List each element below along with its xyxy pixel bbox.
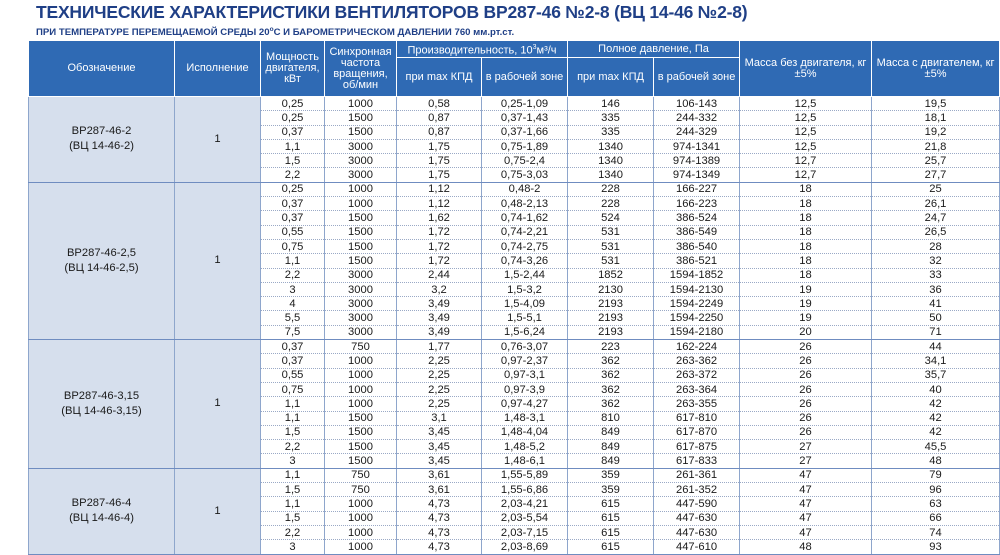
table-cell: 71 bbox=[872, 325, 1000, 339]
table-cell: 0,25 bbox=[261, 97, 325, 111]
table-cell: 0,87 bbox=[397, 111, 482, 125]
table-cell: 2193 bbox=[568, 311, 654, 325]
table-cell: 19 bbox=[740, 282, 872, 296]
table-cell: 810 bbox=[568, 411, 654, 425]
table-cell: 41 bbox=[872, 297, 1000, 311]
table-cell: 3,2 bbox=[397, 282, 482, 296]
table-cell: 166-223 bbox=[654, 197, 740, 211]
table-cell: 1,5 bbox=[261, 425, 325, 439]
table-cell: 1852 bbox=[568, 268, 654, 282]
table-cell: 1,5-6,24 bbox=[482, 325, 568, 339]
table-cell: 1594-2249 bbox=[654, 297, 740, 311]
header-power: Мощность двигателя, кВт bbox=[261, 41, 325, 97]
table-cell: 34,1 bbox=[872, 354, 1000, 368]
group-designation bbox=[29, 97, 175, 183]
table-cell: 849 bbox=[568, 425, 654, 439]
table-cell: 47 bbox=[740, 483, 872, 497]
table-cell: 335 bbox=[568, 111, 654, 125]
header-designation: Обозначение bbox=[29, 41, 175, 97]
table-cell: 2,25 bbox=[397, 397, 482, 411]
header-pressure: Полное давление, Па bbox=[568, 41, 740, 58]
table-cell: 48 bbox=[740, 540, 872, 554]
table-cell: 1500 bbox=[325, 254, 397, 268]
table-cell: 2,2 bbox=[261, 525, 325, 539]
table-cell: 974-1341 bbox=[654, 139, 740, 153]
table-cell: 3 bbox=[261, 454, 325, 468]
table-cell: 3000 bbox=[325, 154, 397, 168]
table-row bbox=[29, 340, 1000, 354]
header-mass-with-motor: Масса с двигателем, кг ±5% bbox=[872, 41, 1000, 97]
table-cell: 18 bbox=[740, 197, 872, 211]
group-version: 1 bbox=[175, 468, 261, 554]
table-cell: 20 bbox=[740, 325, 872, 339]
table-cell: 750 bbox=[325, 340, 397, 354]
table-cell: 26 bbox=[740, 340, 872, 354]
table-cell: 1000 bbox=[325, 97, 397, 111]
table-cell: 386-521 bbox=[654, 254, 740, 268]
table-cell: 47 bbox=[740, 511, 872, 525]
table-cell: 36 bbox=[872, 282, 1000, 296]
table-cell: 1,72 bbox=[397, 239, 482, 253]
table-cell: 3,45 bbox=[397, 425, 482, 439]
table-cell: 1340 bbox=[568, 154, 654, 168]
group-designation bbox=[29, 468, 175, 554]
table-cell: 0,37-1,43 bbox=[482, 111, 568, 125]
table-header bbox=[29, 41, 1000, 97]
group-name: ВР287-46-3,15 bbox=[63, 389, 140, 402]
table-cell: 162-224 bbox=[654, 340, 740, 354]
table-cell: 750 bbox=[325, 468, 397, 482]
table-cell: 1,5 bbox=[261, 483, 325, 497]
table-cell: 1,48-6,1 bbox=[482, 454, 568, 468]
table-cell: 42 bbox=[872, 397, 1000, 411]
table-cell: 27 bbox=[740, 440, 872, 454]
table-cell: 974-1389 bbox=[654, 154, 740, 168]
table-cell: 0,37 bbox=[261, 354, 325, 368]
table-cell: 1500 bbox=[325, 440, 397, 454]
table-cell: 2,03-7,15 bbox=[482, 525, 568, 539]
table-cell: 0,97-2,37 bbox=[482, 354, 568, 368]
table-cell: 3000 bbox=[325, 139, 397, 153]
table-cell: 359 bbox=[568, 483, 654, 497]
table-cell: 750 bbox=[325, 483, 397, 497]
table-cell: 166-227 bbox=[654, 182, 740, 196]
table-cell: 386-549 bbox=[654, 225, 740, 239]
table-cell: 2,25 bbox=[397, 382, 482, 396]
table-cell: 1,5 bbox=[261, 154, 325, 168]
table-cell: 25,7 bbox=[872, 154, 1000, 168]
table-cell: 47 bbox=[740, 497, 872, 511]
table-cell: 447-630 bbox=[654, 525, 740, 539]
table-cell: 3000 bbox=[325, 282, 397, 296]
table-cell: 2193 bbox=[568, 297, 654, 311]
table-cell: 386-540 bbox=[654, 239, 740, 253]
fan-group bbox=[29, 340, 1000, 469]
table-cell: 1,1 bbox=[261, 139, 325, 153]
table-cell: 1,5-4,09 bbox=[482, 297, 568, 311]
table-cell: 0,87 bbox=[397, 125, 482, 139]
header-capacity: Производительность, $10^3м^3/ч$ bbox=[397, 41, 568, 58]
table-cell: 617-870 bbox=[654, 425, 740, 439]
table-cell: 1500 bbox=[325, 125, 397, 139]
table-cell: 66 bbox=[872, 511, 1000, 525]
table-cell: 0,74-2,75 bbox=[482, 239, 568, 253]
table-row bbox=[29, 468, 1000, 482]
table-cell: 21,8 bbox=[872, 139, 1000, 153]
table-cell: 1500 bbox=[325, 411, 397, 425]
table-cell: 1,1 bbox=[261, 397, 325, 411]
table-cell: 26 bbox=[740, 397, 872, 411]
table-cell: 1340 bbox=[568, 168, 654, 182]
table-cell: 3 bbox=[261, 282, 325, 296]
table-cell: 386-524 bbox=[654, 211, 740, 225]
table-cell: 19 bbox=[740, 311, 872, 325]
table-cell: 1,75 bbox=[397, 139, 482, 153]
table-cell: 0,76-3,07 bbox=[482, 340, 568, 354]
table-cell: 12,5 bbox=[740, 97, 872, 111]
fan-group bbox=[29, 468, 1000, 554]
table-cell: 362 bbox=[568, 354, 654, 368]
table-cell: 223 bbox=[568, 340, 654, 354]
table-cell: 79 bbox=[872, 468, 1000, 482]
table-cell: 26,1 bbox=[872, 197, 1000, 211]
table-cell: 1000 bbox=[325, 497, 397, 511]
table-cell: 0,37 bbox=[261, 197, 325, 211]
table-cell: 1,1 bbox=[261, 468, 325, 482]
table-cell: 12,5 bbox=[740, 139, 872, 153]
table-row bbox=[29, 97, 1000, 111]
group-designation bbox=[29, 182, 175, 339]
table-cell: 0,48-2,13 bbox=[482, 197, 568, 211]
table-cell: 615 bbox=[568, 497, 654, 511]
table-cell: 3,61 bbox=[397, 468, 482, 482]
table-cell: 12,7 bbox=[740, 154, 872, 168]
table-cell: 3,1 bbox=[397, 411, 482, 425]
table-cell: 74 bbox=[872, 525, 1000, 539]
table-cell: 0,48-2 bbox=[482, 182, 568, 196]
fan-group bbox=[29, 182, 1000, 339]
table-cell: 531 bbox=[568, 239, 654, 253]
table-cell: 24,7 bbox=[872, 211, 1000, 225]
table-cell: 1500 bbox=[325, 225, 397, 239]
table-cell: 3 bbox=[261, 540, 325, 554]
table-cell: 447-630 bbox=[654, 511, 740, 525]
table-cell: 615 bbox=[568, 525, 654, 539]
table-cell: 1000 bbox=[325, 382, 397, 396]
table-cell: 3,45 bbox=[397, 440, 482, 454]
group-name: ВР287-46-2,5 bbox=[66, 246, 137, 259]
page-title: ТЕХНИЧЕСКИЕ ХАРАКТЕРИСТИКИ ВЕНТИЛЯТОРОВ ВР287-46 №2-8 (ВЦ 14-46 №2-8) bbox=[36, 2, 748, 22]
header-pressure-working-zone: в рабочей зоне bbox=[654, 58, 740, 97]
table-cell: 2,2 bbox=[261, 268, 325, 282]
table-cell: 1594-2250 bbox=[654, 311, 740, 325]
header-speed: Синхронная частота вращения, об/мин bbox=[325, 41, 397, 97]
table-cell: 3,45 bbox=[397, 454, 482, 468]
table-cell: 0,97-4,27 bbox=[482, 397, 568, 411]
table-cell: 3,49 bbox=[397, 297, 482, 311]
table-cell: 359 bbox=[568, 468, 654, 482]
table-cell: 1,48-4,04 bbox=[482, 425, 568, 439]
table-cell: 531 bbox=[568, 225, 654, 239]
table-cell: 261-352 bbox=[654, 483, 740, 497]
table-cell: 849 bbox=[568, 440, 654, 454]
table-cell: 1000 bbox=[325, 197, 397, 211]
table-cell: 3000 bbox=[325, 168, 397, 182]
table-cell: 27 bbox=[740, 454, 872, 468]
table-cell: 35,7 bbox=[872, 368, 1000, 382]
table-cell: 33 bbox=[872, 268, 1000, 282]
table-cell: 19,5 bbox=[872, 97, 1000, 111]
table-cell: 4,73 bbox=[397, 525, 482, 539]
table-cell: 1000 bbox=[325, 368, 397, 382]
table-cell: 96 bbox=[872, 483, 1000, 497]
table-cell: 447-590 bbox=[654, 497, 740, 511]
table-cell: 28 bbox=[872, 239, 1000, 253]
table-cell: 63 bbox=[872, 497, 1000, 511]
table-cell: 263-372 bbox=[654, 368, 740, 382]
table-cell: 4,73 bbox=[397, 511, 482, 525]
table-cell: 2,25 bbox=[397, 354, 482, 368]
table-cell: 1594-1852 bbox=[654, 268, 740, 282]
table-cell: 0,37-1,66 bbox=[482, 125, 568, 139]
table-cell: 1,1 bbox=[261, 497, 325, 511]
table-cell: 2,2 bbox=[261, 168, 325, 182]
table-cell: 2,2 bbox=[261, 440, 325, 454]
table-cell: 3,49 bbox=[397, 325, 482, 339]
table-cell: 1,12 bbox=[397, 197, 482, 211]
group-version: 1 bbox=[175, 182, 261, 339]
table-cell: 3000 bbox=[325, 297, 397, 311]
table-cell: 1000 bbox=[325, 397, 397, 411]
table-cell: 12,7 bbox=[740, 168, 872, 182]
table-cell: 40 bbox=[872, 382, 1000, 396]
table-cell: 3000 bbox=[325, 268, 397, 282]
table-cell: 228 bbox=[568, 197, 654, 211]
table-cell: 615 bbox=[568, 511, 654, 525]
table-cell: 1000 bbox=[325, 511, 397, 525]
table-cell: 2130 bbox=[568, 282, 654, 296]
table-cell: 3000 bbox=[325, 311, 397, 325]
table-cell: 42 bbox=[872, 411, 1000, 425]
table-cell: 228 bbox=[568, 182, 654, 196]
table-cell: 1,62 bbox=[397, 211, 482, 225]
header-version: Исполнение bbox=[175, 41, 261, 97]
table-cell: 0,37 bbox=[261, 125, 325, 139]
table-cell: 0,74-2,21 bbox=[482, 225, 568, 239]
table-cell: 1500 bbox=[325, 454, 397, 468]
table-cell: 47 bbox=[740, 468, 872, 482]
table-cell: 1,75 bbox=[397, 154, 482, 168]
table-cell: 26 bbox=[740, 382, 872, 396]
table-cell: 3000 bbox=[325, 325, 397, 339]
table-cell: 26 bbox=[740, 368, 872, 382]
table-cell: 615 bbox=[568, 540, 654, 554]
table-cell: 0,25-1,09 bbox=[482, 97, 568, 111]
table-cell: 1594-2180 bbox=[654, 325, 740, 339]
table-cell: 2,03-4,21 bbox=[482, 497, 568, 511]
table-cell: 18 bbox=[740, 225, 872, 239]
table-cell: 0,75-2,4 bbox=[482, 154, 568, 168]
table-cell: 1,5-3,2 bbox=[482, 282, 568, 296]
table-cell: 0,97-3,9 bbox=[482, 382, 568, 396]
table-cell: 1,1 bbox=[261, 254, 325, 268]
table-cell: 146 bbox=[568, 97, 654, 111]
table-cell: 12,5 bbox=[740, 125, 872, 139]
table-cell: 19 bbox=[740, 297, 872, 311]
group-name: ВР287-46-2 bbox=[71, 125, 132, 138]
table-cell: 45,5 bbox=[872, 440, 1000, 454]
table-cell: 5,5 bbox=[261, 311, 325, 325]
table-cell: 26 bbox=[740, 411, 872, 425]
table-cell: 18,1 bbox=[872, 111, 1000, 125]
table-cell: 1,48-5,2 bbox=[482, 440, 568, 454]
header-mass-without-motor: Масса без двигателя, кг ±5% bbox=[740, 41, 872, 97]
table-cell: 362 bbox=[568, 397, 654, 411]
table-cell: 0,55 bbox=[261, 368, 325, 382]
table-cell: 244-329 bbox=[654, 125, 740, 139]
header-pressure-max-efficiency: при max КПД bbox=[568, 58, 654, 97]
table-cell: 25 bbox=[872, 182, 1000, 196]
group-version: 1 bbox=[175, 97, 261, 183]
table-cell: 263-364 bbox=[654, 382, 740, 396]
table-cell: 1,5 bbox=[261, 511, 325, 525]
table-cell: 617-810 bbox=[654, 411, 740, 425]
table-cell: 0,55 bbox=[261, 225, 325, 239]
table-cell: 447-610 bbox=[654, 540, 740, 554]
table-cell: 26,5 bbox=[872, 225, 1000, 239]
specs-table bbox=[28, 40, 1000, 555]
table-cell: 1000 bbox=[325, 182, 397, 196]
table-cell: 7,5 bbox=[261, 325, 325, 339]
group-designation bbox=[29, 340, 175, 469]
table-cell: 1340 bbox=[568, 139, 654, 153]
table-cell: 244-332 bbox=[654, 111, 740, 125]
table-cell: 1,5-5,1 bbox=[482, 311, 568, 325]
group-alt-name: (ВЦ 14-46-4) bbox=[69, 512, 134, 525]
table-cell: 18 bbox=[740, 182, 872, 196]
table-cell: 27,7 bbox=[872, 168, 1000, 182]
page-subtitle: ПРИ ТЕМПЕРАТУРЕ ПЕРЕМЕЩАЕМОЙ СРЕДЫ 20$^o$С И БАРОМЕТРИЧЕСКОМ ДАВЛЕНИИ 760 мм.рт.ст. bbox=[36, 26, 515, 39]
header-capacity-max-efficiency: при max КПД bbox=[397, 58, 482, 97]
table-cell: 0,74-3,26 bbox=[482, 254, 568, 268]
table-cell: 0,58 bbox=[397, 97, 482, 111]
header-capacity-working-zone: в рабочей зоне bbox=[482, 58, 568, 97]
table-cell: 18 bbox=[740, 239, 872, 253]
table-cell: 335 bbox=[568, 125, 654, 139]
table-cell: 1,72 bbox=[397, 225, 482, 239]
table-cell: 2,03-8,69 bbox=[482, 540, 568, 554]
table-cell: 849 bbox=[568, 454, 654, 468]
table-cell: 18 bbox=[740, 211, 872, 225]
table-cell: 1000 bbox=[325, 525, 397, 539]
table-cell: 4,73 bbox=[397, 497, 482, 511]
table-cell: 2,44 bbox=[397, 268, 482, 282]
table-cell: 0,75 bbox=[261, 239, 325, 253]
group-alt-name: (ВЦ 14-46-2,5) bbox=[64, 261, 139, 274]
table-cell: 0,25 bbox=[261, 111, 325, 125]
table-cell: 1,5-2,44 bbox=[482, 268, 568, 282]
table-cell: 1594-2130 bbox=[654, 282, 740, 296]
table-cell: 3,61 bbox=[397, 483, 482, 497]
table-cell: 263-355 bbox=[654, 397, 740, 411]
table-cell: 48 bbox=[872, 454, 1000, 468]
table-cell: 44 bbox=[872, 340, 1000, 354]
table-cell: 2193 bbox=[568, 325, 654, 339]
table-cell: 0,75 bbox=[261, 382, 325, 396]
table-cell: 0,37 bbox=[261, 211, 325, 225]
table-cell: 18 bbox=[740, 254, 872, 268]
table-cell: 12,5 bbox=[740, 111, 872, 125]
table-cell: 261-361 bbox=[654, 468, 740, 482]
table-cell: 1,55-5,89 bbox=[482, 468, 568, 482]
table-cell: 26 bbox=[740, 354, 872, 368]
table-cell: 0,74-1,62 bbox=[482, 211, 568, 225]
table-cell: 263-362 bbox=[654, 354, 740, 368]
table-cell: 1,55-6,86 bbox=[482, 483, 568, 497]
table-cell: 617-875 bbox=[654, 440, 740, 454]
table-cell: 93 bbox=[872, 540, 1000, 554]
group-alt-name: (ВЦ 14-46-2) bbox=[69, 140, 134, 153]
table-cell: 1,1 bbox=[261, 411, 325, 425]
group-alt-name: (ВЦ 14-46-3,15) bbox=[61, 404, 142, 417]
table-cell: 1000 bbox=[325, 540, 397, 554]
table-cell: 0,25 bbox=[261, 182, 325, 196]
table-cell: 106-143 bbox=[654, 97, 740, 111]
table-cell: 1500 bbox=[325, 111, 397, 125]
table-cell: 47 bbox=[740, 525, 872, 539]
table-cell: 0,37 bbox=[261, 340, 325, 354]
table-cell: 1500 bbox=[325, 425, 397, 439]
table-cell: 362 bbox=[568, 368, 654, 382]
table-cell: 19,2 bbox=[872, 125, 1000, 139]
table-cell: 18 bbox=[740, 268, 872, 282]
table-cell: 2,03-5,54 bbox=[482, 511, 568, 525]
table-cell: 1,72 bbox=[397, 254, 482, 268]
table-cell: 4 bbox=[261, 297, 325, 311]
table-cell: 0,75-3,03 bbox=[482, 168, 568, 182]
table-cell: 32 bbox=[872, 254, 1000, 268]
table-cell: 524 bbox=[568, 211, 654, 225]
table-cell: 362 bbox=[568, 382, 654, 396]
table-cell: 4,73 bbox=[397, 540, 482, 554]
table-cell: 1500 bbox=[325, 239, 397, 253]
table-cell: 1,48-3,1 bbox=[482, 411, 568, 425]
table-cell: 1,77 bbox=[397, 340, 482, 354]
table-cell: 50 bbox=[872, 311, 1000, 325]
table-cell: 617-833 bbox=[654, 454, 740, 468]
table-cell: 1,75 bbox=[397, 168, 482, 182]
table-cell: 531 bbox=[568, 254, 654, 268]
table-cell: 3,49 bbox=[397, 311, 482, 325]
table-cell: 974-1349 bbox=[654, 168, 740, 182]
group-name: ВР287-46-4 bbox=[71, 497, 132, 510]
table-cell: 1500 bbox=[325, 211, 397, 225]
table-row bbox=[29, 182, 1000, 196]
table-cell: 2,25 bbox=[397, 368, 482, 382]
table-cell: 26 bbox=[740, 425, 872, 439]
group-version: 1 bbox=[175, 340, 261, 469]
table-cell: 42 bbox=[872, 425, 1000, 439]
table-cell: 0,75-1,89 bbox=[482, 139, 568, 153]
table-cell: 1000 bbox=[325, 354, 397, 368]
fan-group bbox=[29, 97, 1000, 183]
table-cell: 0,97-3,1 bbox=[482, 368, 568, 382]
table-cell: 1,12 bbox=[397, 182, 482, 196]
